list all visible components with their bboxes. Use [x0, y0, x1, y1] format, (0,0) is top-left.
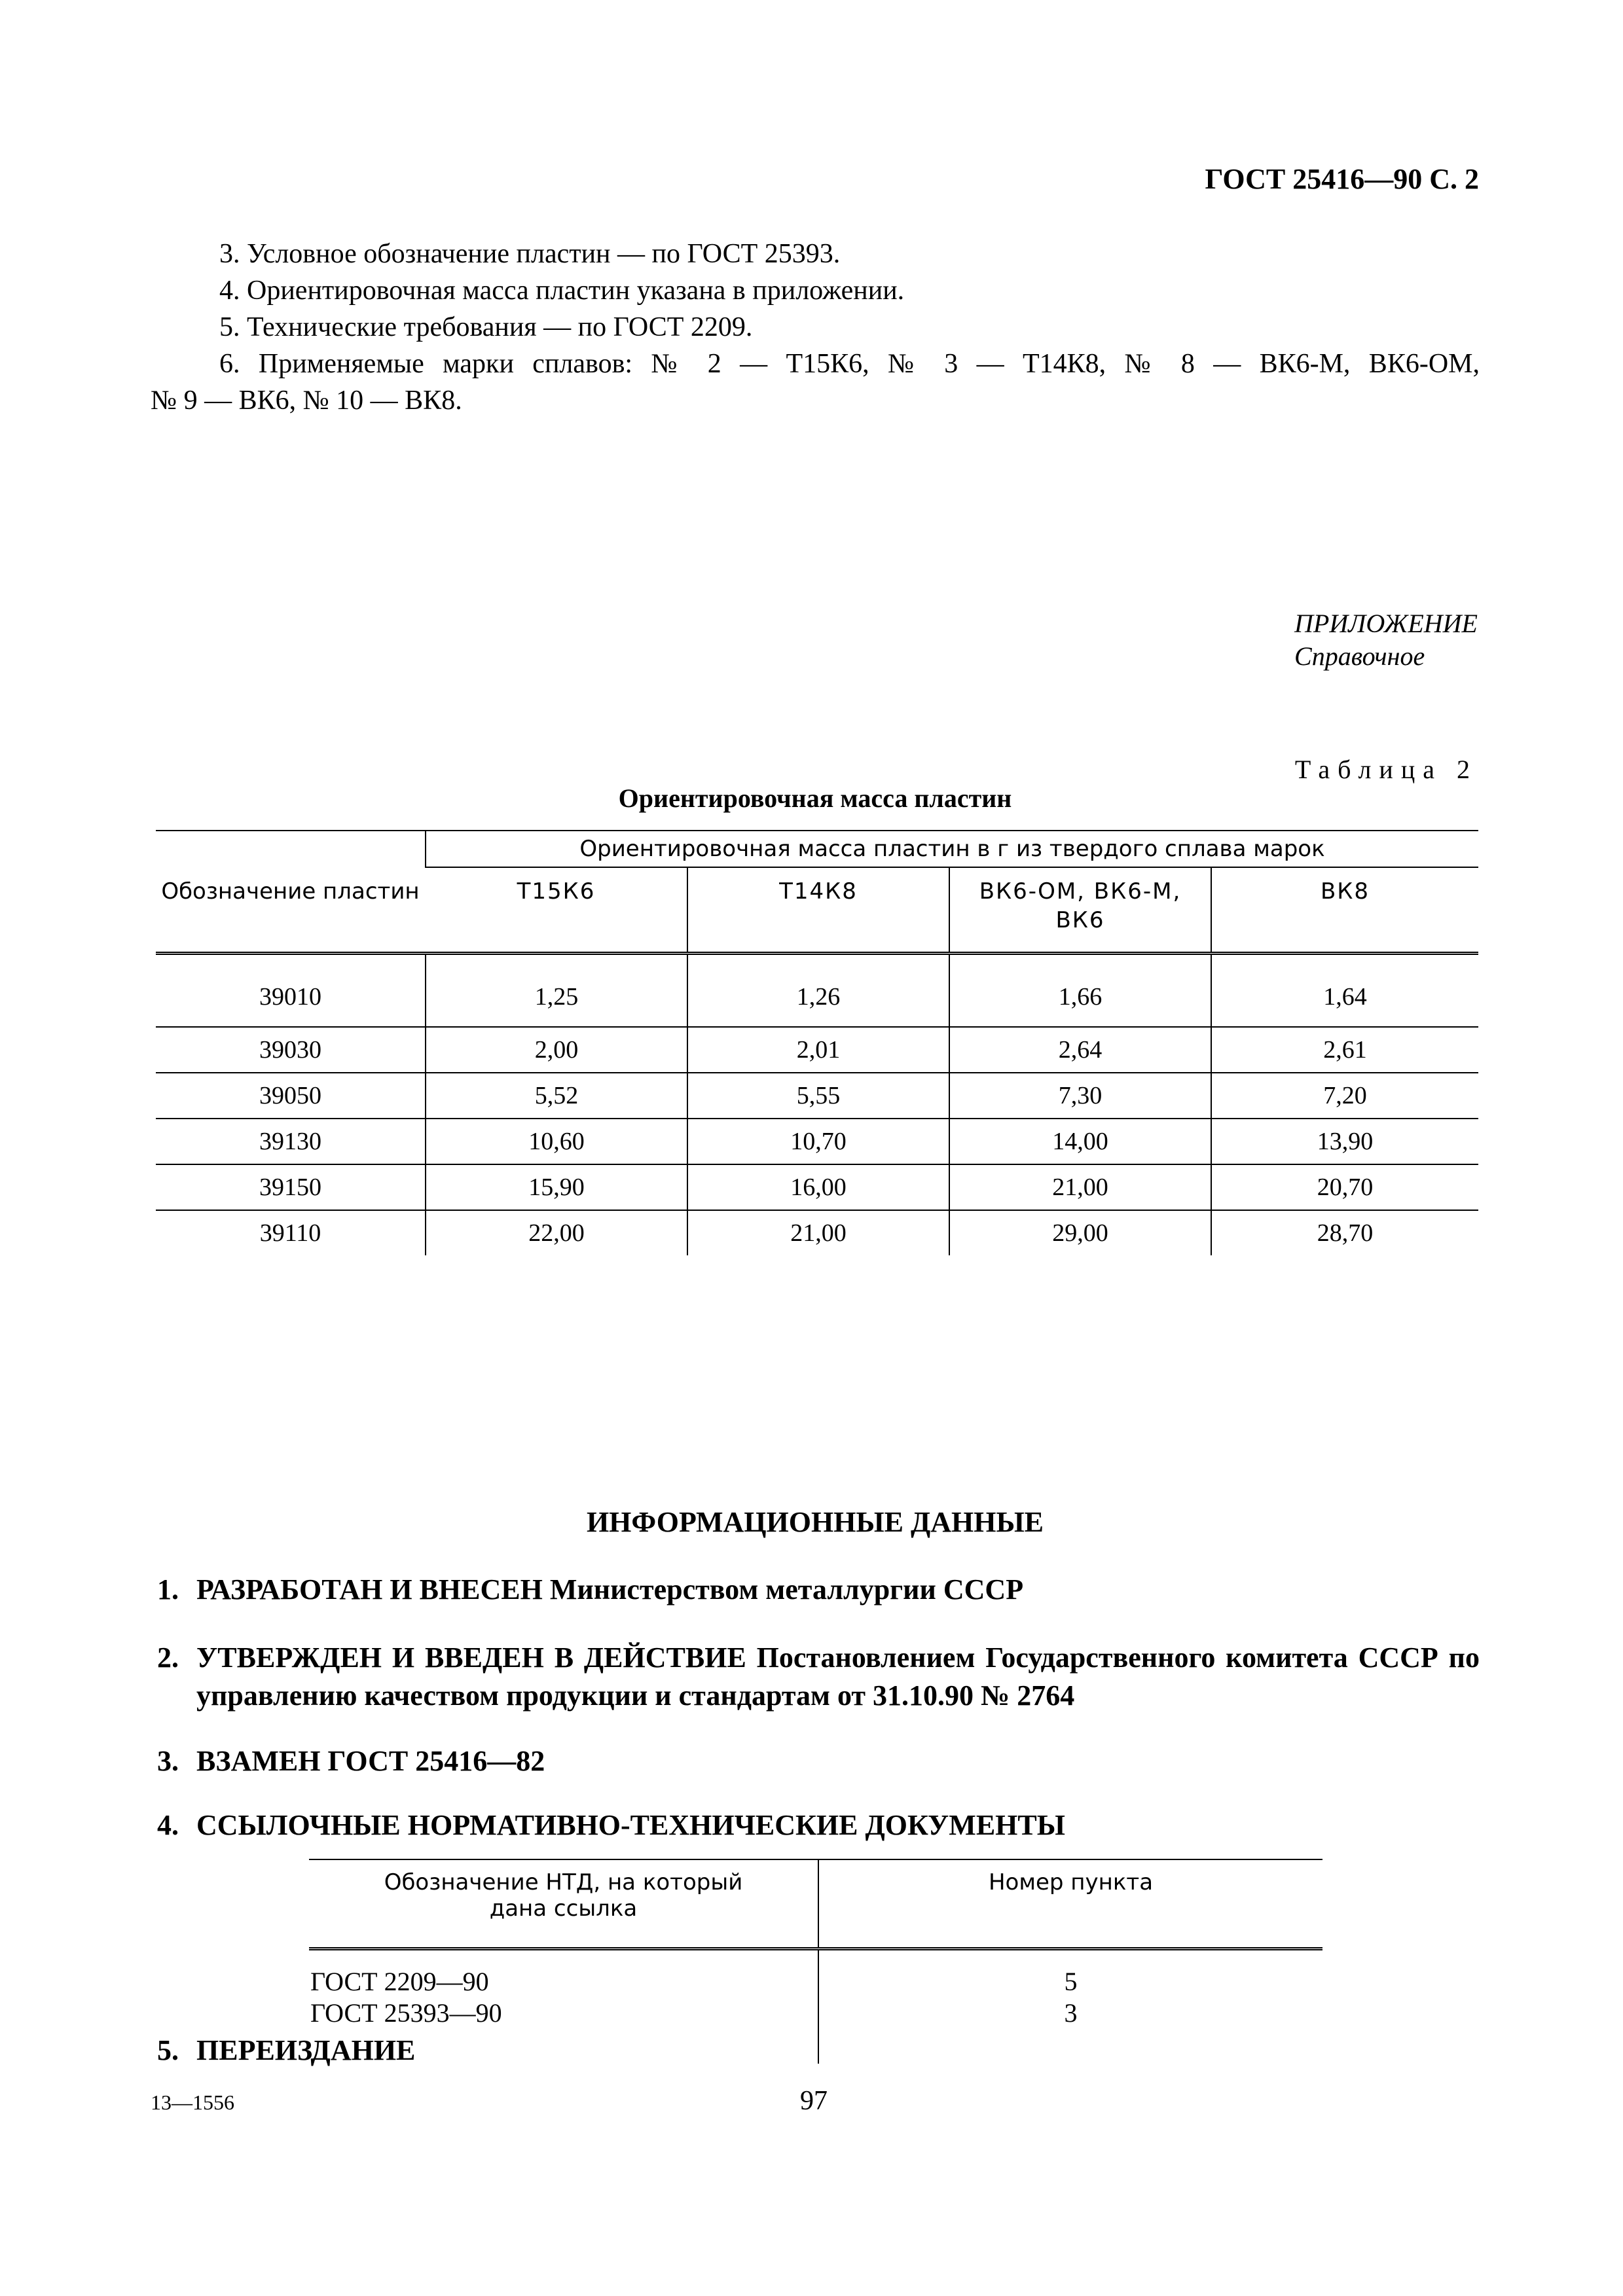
- note-6-continued: № 9 — ВК6, № 10 — ВК8.: [151, 386, 462, 416]
- column-header: Т15К6: [426, 867, 687, 954]
- plate-id: 39050: [156, 1073, 426, 1119]
- plate-id: 39110: [259, 1219, 321, 1247]
- mass-value: 22,00: [426, 1210, 687, 1255]
- appendix-title: ПРИЛОЖЕНИЕ: [1294, 609, 1478, 638]
- table-row: [156, 954, 1478, 1028]
- note-6: 6. Применяемые марки сплавов: № 2 — Т15К6, № 3 — Т14К8, № 8 — ВК6-М, ВК6-ОМ,: [219, 349, 1480, 379]
- column-header: ВК8: [1211, 867, 1478, 954]
- info-item-3-text: ВЗАМЕН ГОСТ 25416—82: [196, 1745, 545, 1777]
- appendix-label: [1294, 607, 1478, 673]
- ref-doc: ГОСТ 25393—90: [310, 1998, 502, 2028]
- table-row: [156, 1210, 1478, 1255]
- notes-list: [151, 236, 1480, 419]
- note-5: 5. Технические требования — по ГОСТ 2209.: [219, 312, 753, 342]
- mass-value: 13,90: [1211, 1119, 1478, 1164]
- mass-value: 14,00: [949, 1119, 1211, 1164]
- page-number: 97: [800, 2086, 828, 2116]
- mass-value: 28,70: [1211, 1210, 1478, 1255]
- info-item-4-text: ССЫЛОЧНЫЕ НОРМАТИВНО-ТЕХНИЧЕСКИЕ ДОКУМЕНТЫ: [196, 1809, 1065, 1841]
- info-item-2-text: Постановлением Государственного комитета СССР по управлению качеством продукции и стандартам от 31.10.90 № 2764: [196, 1641, 1480, 1712]
- info-item-3: 3. ВЗАМЕН ГОСТ 25416—82: [157, 1742, 1480, 1780]
- mass-value: 1,25: [426, 954, 687, 1028]
- row-header: Обозначение пластин: [156, 831, 426, 954]
- mass-value: 1,64: [1211, 954, 1478, 1028]
- table-number: Таблица 2: [1294, 755, 1478, 784]
- mass-value: 2,01: [687, 1027, 949, 1073]
- column-header: ВК6-ОМ, ВК6-М, ВК6: [949, 867, 1211, 954]
- mass-value: 7,20: [1211, 1073, 1478, 1119]
- plate-id: 39150: [156, 1164, 426, 1210]
- ref-col-doc: Обозначение НТД, на который дана ссылка: [309, 1859, 818, 1949]
- info-item-1: 1. РАЗРАБОТАН И ВНЕСЕН Министерством металлургии СССР: [157, 1573, 1024, 1605]
- info-item-2: 2. УТВЕРЖДЕН И ВВЕДЕН В ДЕЙСТВИЕ Постановлением Государственного комитета СССР по управлению качеством продукции и стандартам от 31.10.90 № 2764: [157, 1641, 1480, 1712]
- print-code: 13—1556: [151, 2090, 234, 2114]
- info-item-2-lead: УТВЕРЖДЕН И ВВЕДЕН В ДЕЙСТВИЕ: [196, 1641, 746, 1674]
- mass-value: 5,55: [687, 1073, 949, 1119]
- table-row: [156, 1119, 1478, 1164]
- table-row: [156, 1073, 1478, 1119]
- ref-col-item: Номер пункта: [818, 1859, 1322, 1949]
- info-title: ИНФОРМАЦИОННЫЕ ДАННЫЕ: [586, 1506, 1044, 1538]
- mass-value: 5,52: [426, 1073, 687, 1119]
- mass-value: 21,00: [949, 1164, 1211, 1210]
- appendix-subtitle: Справочное: [1294, 641, 1425, 671]
- mass-value: 2,61: [1211, 1027, 1478, 1073]
- table-row: [156, 1027, 1478, 1073]
- ref-doc: ГОСТ 2209—90: [310, 1967, 489, 1996]
- mass-value: 2,00: [426, 1027, 687, 1073]
- plate-id: 39030: [156, 1027, 426, 1073]
- mass-value: 7,30: [949, 1073, 1211, 1119]
- mass-value: 20,70: [1211, 1164, 1478, 1210]
- page-header: ГОСТ 25416—90 С. 2: [1205, 163, 1479, 195]
- info-item-4: 4. ССЫЛОЧНЫЕ НОРМАТИВНО-ТЕХНИЧЕСКИЕ ДОКУМЕНТЫ: [157, 1806, 1480, 1844]
- info-item-1-lead: РАЗРАБОТАН И ВНЕСЕН: [196, 1573, 543, 1605]
- group-header: Ориентировочная масса пластин в г из твердого сплава марок: [426, 831, 1478, 867]
- info-item-5-text: ПЕРЕИЗДАНИЕ: [196, 2034, 416, 2066]
- mass-value: 2,64: [949, 1027, 1211, 1073]
- note-4: 4. Ориентировочная масса пластин указана в приложении.: [219, 276, 905, 306]
- mass-value: 1,26: [687, 954, 949, 1028]
- table-row: [156, 1164, 1478, 1210]
- column-header: Т14К8: [687, 867, 949, 954]
- mass-value: 16,00: [687, 1164, 949, 1210]
- plate-id: 39010: [156, 954, 426, 1028]
- table-title: Ориентировочная масса пластин: [618, 783, 1012, 813]
- plate-id: 39130: [156, 1119, 426, 1164]
- mass-value: 10,70: [687, 1119, 949, 1164]
- mass-value: 1,66: [949, 954, 1211, 1028]
- note-3: 3. Условное обозначение пластин — по ГОСТ 25393.: [219, 239, 841, 269]
- mass-value: 29,00: [949, 1210, 1211, 1255]
- ref-item: 5: [1064, 1967, 1078, 1996]
- info-item-5: 5. ПЕРЕИЗДАНИЕ: [157, 2032, 1480, 2070]
- info-item-1-text: Министерством металлургии СССР: [549, 1573, 1024, 1605]
- mass-table: [156, 830, 1478, 1255]
- mass-value: 10,60: [426, 1119, 687, 1164]
- mass-value: 15,90: [426, 1164, 687, 1210]
- ref-item: 3: [1064, 1998, 1078, 2028]
- mass-value: 21,00: [687, 1210, 949, 1255]
